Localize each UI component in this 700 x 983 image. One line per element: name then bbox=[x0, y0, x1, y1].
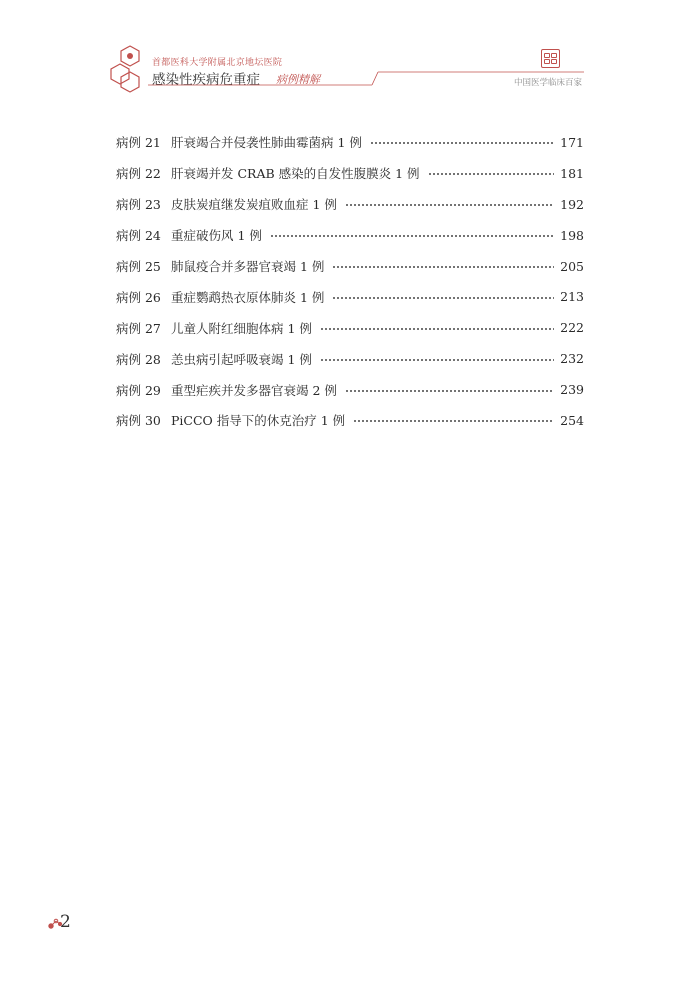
toc-entry bbox=[116, 158, 584, 189]
leader-dots bbox=[332, 297, 554, 299]
page-ref: 254 bbox=[560, 412, 584, 428]
case-title: 恙虫病引起呼吸衰竭 1 例 bbox=[171, 351, 312, 367]
page-ref: 171 bbox=[560, 134, 584, 150]
page-ref: 213 bbox=[560, 289, 584, 305]
case-number: 病例 26 bbox=[116, 289, 161, 305]
page-ref: 192 bbox=[560, 196, 584, 212]
book-subtitle: 病例精解 bbox=[276, 73, 320, 86]
page-ref: 181 bbox=[560, 165, 584, 181]
case-title: 肺鼠疫合并多器官衰竭 1 例 bbox=[171, 259, 325, 274]
case-title: 肝衰竭合并侵袭性肺曲霉菌病 1 例 bbox=[171, 135, 362, 151]
case-title: 儿童人附红细胞体病 1 例 bbox=[171, 320, 312, 336]
case-title: 重症鹦鹉热衣原体肺炎 1 例 bbox=[171, 289, 325, 305]
toc-entry bbox=[116, 189, 584, 220]
case-number: 病例 28 bbox=[116, 351, 161, 367]
toc-entry bbox=[116, 281, 584, 312]
case-title: 肝衰竭并发 CRAB 感染的自发性腹膜炎 1 例 bbox=[171, 166, 420, 182]
toc-entry bbox=[116, 312, 584, 343]
case-number: 病例 23 bbox=[116, 197, 161, 213]
toc-entry bbox=[116, 127, 584, 158]
series-name: 中国医学临床百家 bbox=[513, 78, 582, 88]
case-number: 病例 21 bbox=[116, 135, 161, 151]
table-of-contents bbox=[116, 127, 584, 436]
page-number: 2 bbox=[60, 912, 71, 932]
toc-entry bbox=[116, 374, 584, 405]
toc-entry bbox=[116, 220, 584, 251]
case-number: 病例 29 bbox=[116, 382, 161, 398]
page-ref: 222 bbox=[560, 320, 584, 336]
leader-dots bbox=[345, 204, 554, 206]
leader-dots bbox=[320, 359, 554, 361]
page-ref: 239 bbox=[560, 382, 584, 398]
leader-dots bbox=[270, 235, 554, 237]
header-rule bbox=[0, 0, 700, 100]
case-title: 皮肤炭疽继发炭疽败血症 1 例 bbox=[171, 197, 337, 213]
case-number: 病例 30 bbox=[116, 413, 161, 429]
case-title: 重症破伤风 1 例 bbox=[171, 228, 262, 244]
page-ref: 198 bbox=[560, 227, 584, 243]
book-title: 感染性疾病危重症 bbox=[152, 72, 260, 88]
case-number: 病例 27 bbox=[116, 320, 161, 336]
leader-dots bbox=[345, 390, 554, 392]
page-ref: 205 bbox=[560, 258, 584, 274]
case-number: 病例 22 bbox=[116, 166, 161, 182]
seal-stamp-icon bbox=[541, 49, 560, 68]
leader-dots bbox=[332, 266, 554, 268]
page-ref: 232 bbox=[560, 351, 584, 367]
toc-entry bbox=[116, 343, 584, 374]
case-number: 病例 25 bbox=[116, 259, 161, 274]
leader-dots bbox=[320, 328, 554, 330]
leader-dots bbox=[353, 420, 554, 422]
institution-name: 首都医科大学附属北京地坛医院 bbox=[152, 58, 283, 68]
case-number: 病例 24 bbox=[116, 228, 161, 244]
leader-dots bbox=[428, 173, 554, 175]
case-title: PiCCO 指导下的休克治疗 1 例 bbox=[171, 413, 346, 429]
page-header bbox=[0, 0, 700, 100]
leader-dots bbox=[370, 142, 554, 144]
toc-entry bbox=[116, 251, 584, 282]
toc-entry bbox=[116, 405, 584, 436]
case-title: 重型疟疾并发多器官衰竭 2 例 bbox=[171, 382, 337, 398]
